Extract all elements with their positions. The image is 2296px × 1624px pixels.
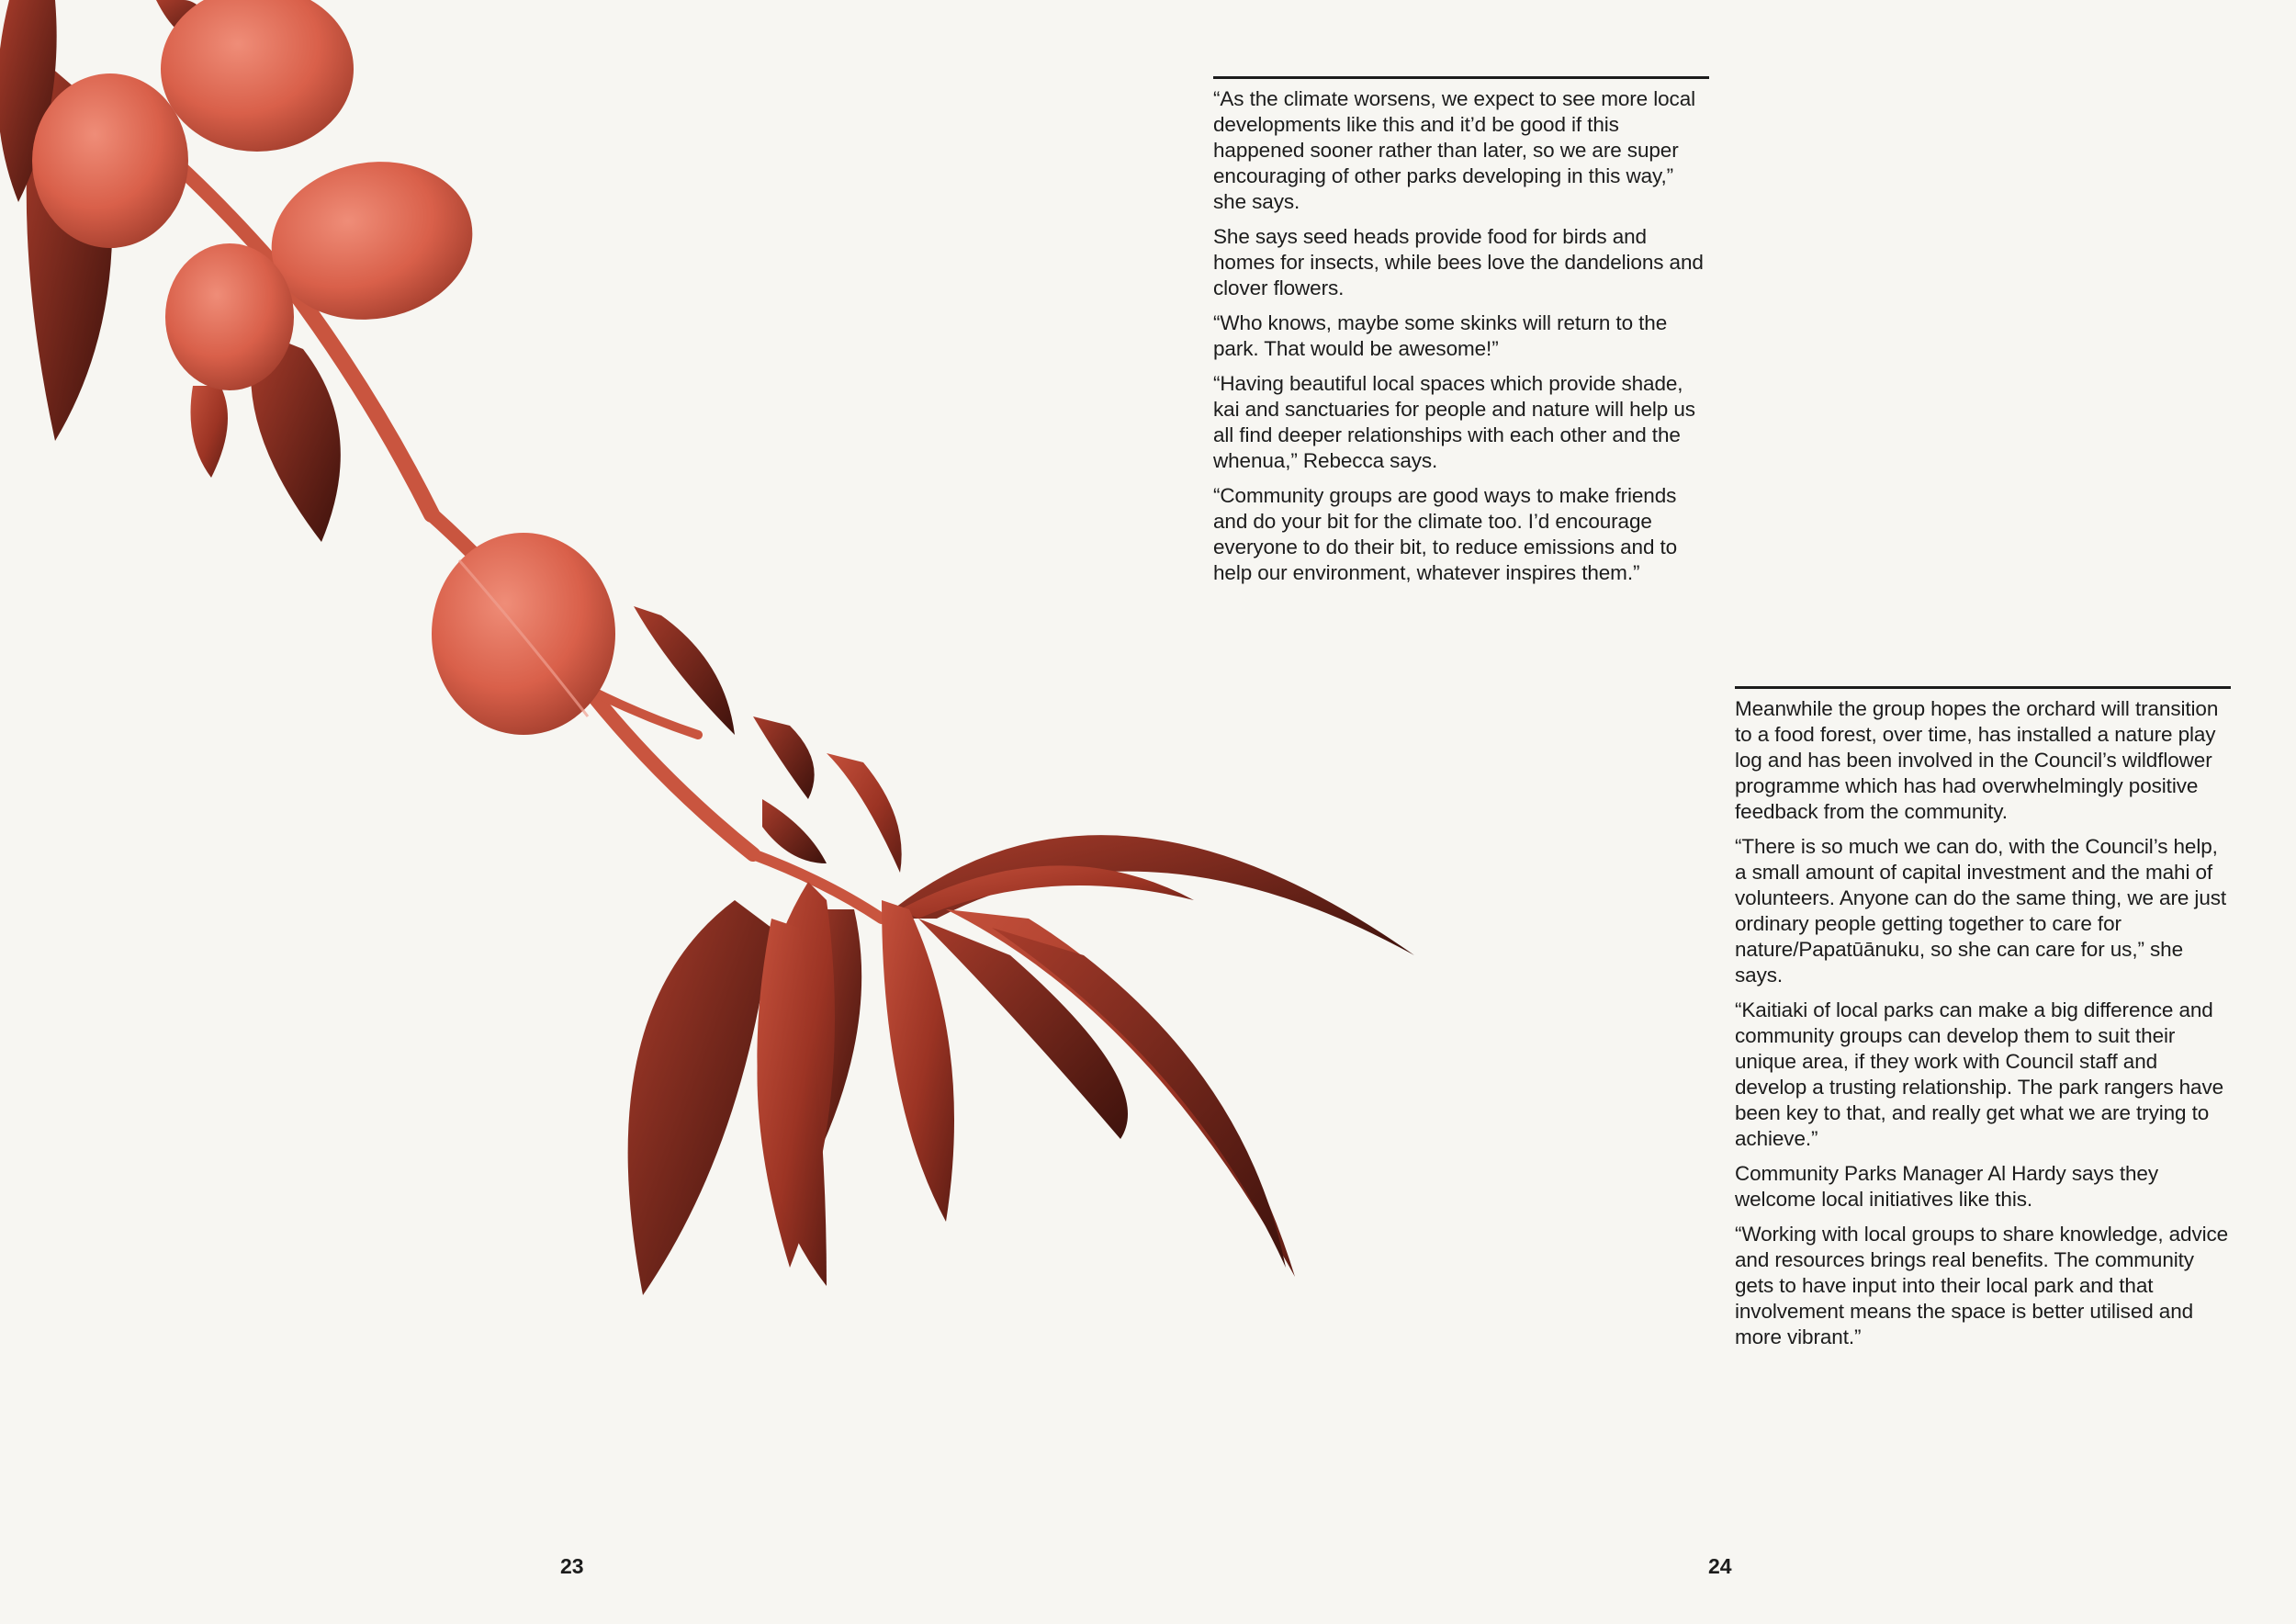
lower-leaves	[628, 716, 1414, 1295]
page-number-right: 24	[1708, 1554, 1732, 1578]
paragraph: “Community groups are good ways to make friends and do your bit for the climate too. I’d encourage everyone to do their bit, to reduce emissions and to help our environment, whatever inspires them.”	[1213, 484, 1678, 584]
peach-fruits	[32, 0, 615, 735]
paragraph: “There is so much we can do, with the Council’s help, a small amount of capital investment and the mahi of volunteers. Anyone can do the same thing, we are just ordinary people getting together to care for nature/Papatūānuku, so she can care for us,” she says.	[1735, 835, 2227, 987]
paragraph: “Who knows, maybe some skinks will return to the park. That would be awesome!”	[1213, 311, 1668, 360]
paragraph: She says seed heads provide food for birds and homes for insects, while bees love the dandelions and clover flowers.	[1213, 225, 1704, 299]
paragraph: “Working with local groups to share knowledge, advice and resources brings real benefits. The community gets to have input into their local park and that involvement means the space is better utilised and more vibrant.”	[1735, 1223, 2229, 1348]
text-column-upper	[1213, 76, 1709, 595]
paragraph: “Kaitiaki of local parks can make a big difference and community groups can develop them to suit their unique area, if they work with Council staff and develop a trusting relationship. The park rangers have been key to that, and really get what we are trying to achieve.”	[1735, 998, 2224, 1150]
paragraph: Meanwhile the group hopes the orchard will transition to a food forest, over time, has installed a nature play log and has been involved in the Council’s wildflower programme which has had overwhelmingly positive feedback from the community.	[1735, 697, 2219, 823]
column-rule	[1213, 76, 1709, 79]
page-number-left: 23	[560, 1554, 584, 1578]
paragraph: “As the climate worsens, we expect to see more local developments like this and it’d be good if this happened sooner rather than later, so we are super encouraging of other parks developing in this way,” she says.	[1213, 87, 1696, 213]
text-column-lower	[1735, 686, 2231, 1359]
paragraph: Community Parks Manager Al Hardy says they welcome local initiatives like this.	[1735, 1162, 2158, 1211]
column-rule	[1735, 686, 2231, 689]
paragraph: “Having beautiful local spaces which provide shade, kai and sanctuaries for people and nature will help us all find deeper relationships with each other and the whenua,” Rebecca says.	[1213, 372, 1695, 472]
